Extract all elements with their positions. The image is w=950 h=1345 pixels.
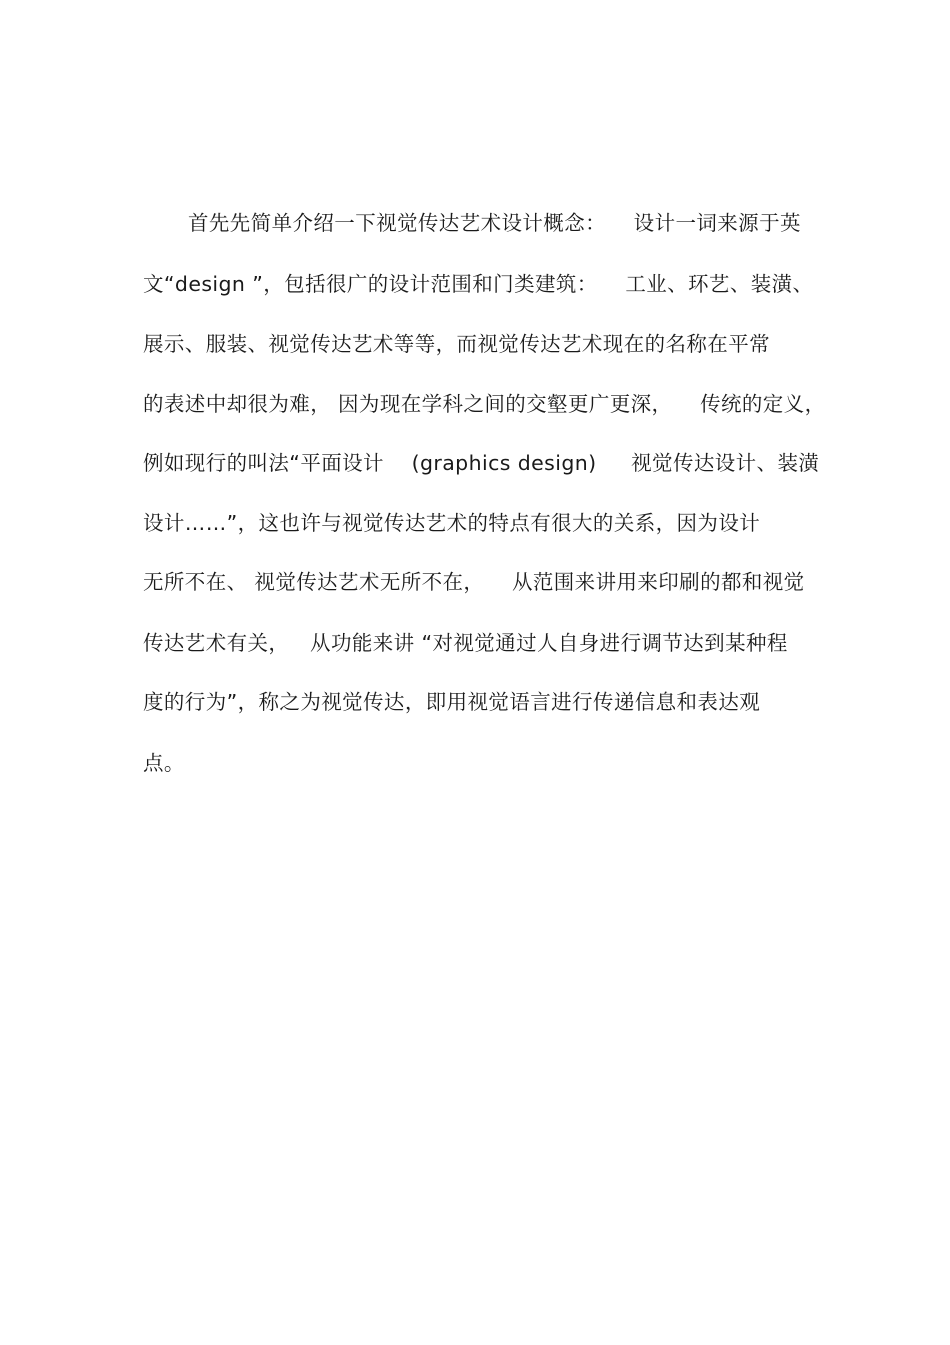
paragraph-line-8: 传达艺术有关， 从功能来讲 “对视觉通过人自身进行调节达到某种程 — [143, 631, 788, 655]
paragraph-line-3: 展示、服装、视觉传达艺术等等，而视觉传达艺术现在的名称在平常 — [143, 332, 770, 356]
paragraph-line-10: 点。 — [143, 751, 185, 775]
paragraph-line-2: 文“design ”，包括很广的设计范围和门类建筑： 工业、环艺、装潢、 — [143, 272, 814, 296]
paragraph-line-1: 首先先简单介绍一下视觉传达艺术设计概念： 设计一词来源于英 — [188, 211, 801, 235]
paragraph-line-5: 例如现行的叫法“平面设计 (graphics design) 视觉传达设计、装潢 — [143, 451, 820, 475]
paragraph-line-7: 无所不在、 视觉传达艺术无所不在， 从范围来讲用来印刷的都和视觉 — [143, 570, 805, 594]
paragraph-line-6: 设计……”，这也许与视觉传达艺术的特点有很大的关系，因为设计 — [143, 511, 761, 535]
paragraph-line-9: 度的行为”，称之为视觉传达，即用视觉语言进行传递信息和表达观 — [143, 690, 761, 714]
paragraph-line-4: 的表述中却很为难， 因为现在学科之间的交壑更广更深， 传统的定义， — [143, 392, 826, 416]
